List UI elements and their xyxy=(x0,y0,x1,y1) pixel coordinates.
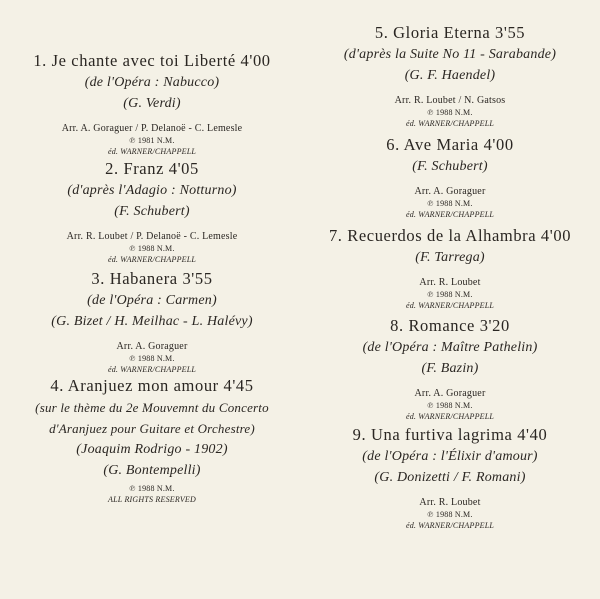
track-title: 5. Gloria Eterna 3'55 xyxy=(374,23,526,42)
track-title: 7. Recuerdos de la Alhambra 4'00 xyxy=(328,226,572,245)
track-arranger: Arr. R. Loubet xyxy=(419,277,481,288)
track-composer: (F. Bazin) xyxy=(421,361,479,376)
track-composer: (F. Schubert) xyxy=(412,159,488,174)
track-8 xyxy=(300,315,600,422)
track-arranger: Arr. A. Goraguer / P. Delanoë - C. Lemesle xyxy=(61,123,243,134)
track-year: ℗ 1981 N.M. xyxy=(129,136,175,145)
track-7 xyxy=(300,225,600,311)
track-title: 2. Franz 4'05 xyxy=(105,159,199,178)
track-publisher: éd. WARNER/CHAPPELL xyxy=(107,365,197,374)
track-2 xyxy=(2,158,302,265)
track-composer: (G. Donizetti / F. Romani) xyxy=(374,470,526,485)
track-title: 3. Habanera 3'55 xyxy=(91,269,213,288)
track-year: ℗ 1988 N.M. xyxy=(129,244,175,253)
track-year: ℗ 1988 N.M. xyxy=(427,510,473,519)
track-publisher: éd. WARNER/CHAPPELL xyxy=(405,301,495,310)
track-composer: (G. F. Haendel) xyxy=(404,68,496,83)
track-source: (de l'Opéra : l'Élixir d'amour) xyxy=(362,449,538,464)
track-arranger: Arr. A. Goraguer xyxy=(414,186,486,197)
track-source: (de l'Opéra : Nabucco) xyxy=(84,75,220,90)
track-year: ℗ 1988 N.M. xyxy=(427,401,473,410)
track-composer: (Joaquim Rodrigo - 1902) xyxy=(76,442,228,457)
track-arranger: Arr. R. Loubet / N. Gatsos xyxy=(394,95,506,106)
track-rights: ALL RIGHTS RESERVED xyxy=(108,495,196,504)
track-publisher: éd. WARNER/CHAPPELL xyxy=(405,521,495,530)
track-3 xyxy=(2,268,302,375)
track-title: 1. Je chante avec toi Liberté 4'00 xyxy=(33,51,271,70)
track-publisher: éd. WARNER/CHAPPELL xyxy=(107,147,197,156)
track-1 xyxy=(2,50,302,157)
track-arranger: Arr. R. Loubet / P. Delanoë - C. Lemesle xyxy=(66,231,238,242)
track-arranger: Arr. A. Goraguer xyxy=(116,341,188,352)
track-source: (de l'Opéra : Maître Pathelin) xyxy=(362,340,538,355)
track-year: ℗ 1988 N.M. xyxy=(427,108,473,117)
track-source: (sur le thème du 2e Mouvemnt du Concerto xyxy=(35,400,269,415)
track-composer: (F. Tarrega) xyxy=(415,250,485,265)
track-title: 9. Una furtiva lagrima 4'40 xyxy=(352,425,548,444)
track-arranger-composer: (G. Bontempelli) xyxy=(103,463,201,478)
track-publisher: éd. WARNER/CHAPPELL xyxy=(405,119,495,128)
track-source: (d'après la Suite No 11 - Sarabande) xyxy=(343,47,557,62)
track-publisher: éd. WARNER/CHAPPELL xyxy=(405,412,495,421)
track-year: ℗ 1988 N.M. xyxy=(427,290,473,299)
track-5 xyxy=(300,22,600,129)
track-source: (d'après l'Adagio : Notturno) xyxy=(67,183,237,198)
track-6 xyxy=(300,134,600,220)
track-9 xyxy=(300,424,600,531)
track-source-2: d'Aranjuez pour Guitare et Orchestre) xyxy=(49,421,255,436)
track-title: 6. Ave Maria 4'00 xyxy=(386,135,514,154)
track-composer: (F. Schubert) xyxy=(114,204,190,219)
track-year: ℗ 1988 N.M. xyxy=(129,484,175,493)
track-publisher: éd. WARNER/CHAPPELL xyxy=(107,255,197,264)
track-composer: (G. Bizet / H. Meilhac - L. Halévy) xyxy=(51,314,253,329)
track-publisher: éd. WARNER/CHAPPELL xyxy=(405,210,495,219)
track-composer: (G. Verdi) xyxy=(123,96,181,111)
track-title: 4. Aranjuez mon amour 4'45 xyxy=(50,376,254,395)
track-year: ℗ 1988 N.M. xyxy=(427,199,473,208)
track-title: 8. Romance 3'20 xyxy=(390,316,510,335)
track-source: (de l'Opéra : Carmen) xyxy=(87,293,217,308)
track-year: ℗ 1988 N.M. xyxy=(129,354,175,363)
track-arranger: Arr. R. Loubet xyxy=(419,497,481,508)
track-4 xyxy=(2,375,302,505)
track-arranger: Arr. A. Goraguer xyxy=(414,388,486,399)
